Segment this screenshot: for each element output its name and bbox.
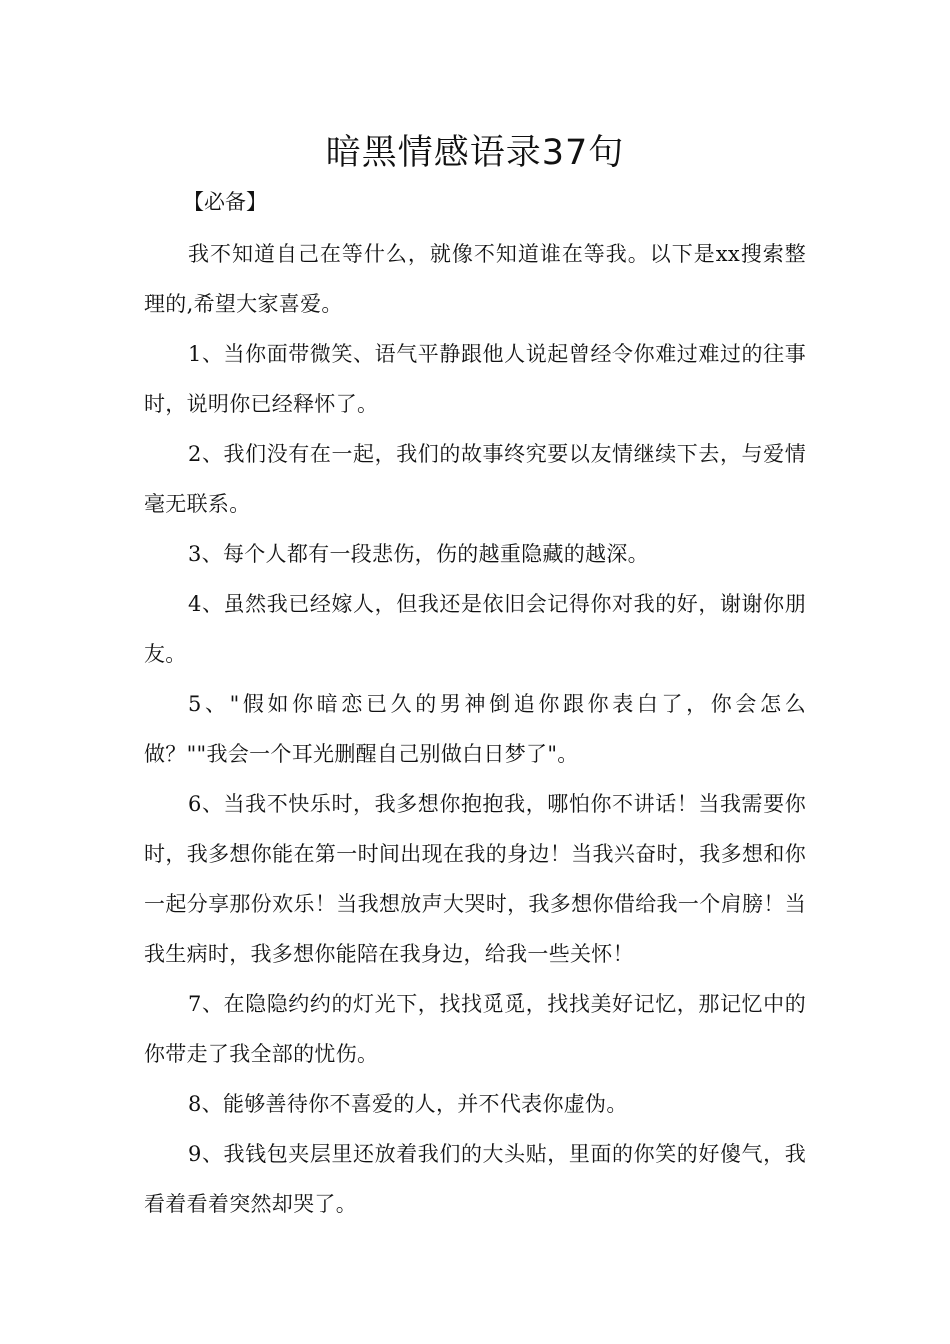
quote-paragraph-9: 9、我钱包夹层里还放着我们的大头贴，里面的你笑的好傻气，我看着看着突然却哭了。 xyxy=(144,1142,806,1216)
quote-paragraph-1: 1、当你面带微笑、语气平静跟他人说起曾经令你难过难过的往事时，说明你已经释怀了。 xyxy=(144,342,806,416)
quote-paragraph-8: 8、能够善待你不喜爱的人，并不代表你虚伪。 xyxy=(188,1092,628,1116)
quote-paragraph-6: 6、当我不快乐时，我多想你抱抱我，哪怕你不讲话！当我需要你时，我多想你能在第一时间出现在我的身边！当我兴奋时，我多想和你一起分享那份欢乐！当我想放声大哭时，我多想你借给我一个肩膀！当我生病时，我多想你能陪在我身边，给我一些关怀！ xyxy=(144,792,806,966)
quote-paragraph-2: 2、我们没有在一起，我们的故事终究要以友情继续下去，与爱情毫无联系。 xyxy=(144,442,806,516)
quote-paragraph-3: 3、每个人都有一段悲伤，伤的越重隐藏的越深。 xyxy=(188,542,649,566)
document-body xyxy=(144,229,806,1229)
intro-paragraph: 我不知道自己在等什么，就像不知道谁在等我。以下是xx搜索整理的,希望大家喜爱。 xyxy=(144,242,806,316)
document-subtitle: 【必备】 xyxy=(183,190,267,214)
quote-paragraph-4: 4、虽然我已经嫁人，但我还是依旧会记得你对我的好，谢谢你朋友。 xyxy=(144,592,806,666)
quote-paragraph-5: 5、"假如你暗恋已久的男神倒追你跟你表白了，你会怎么做？""我会一个耳光删醒自己别做白日梦了"。 xyxy=(144,692,806,766)
quote-paragraph-7: 7、在隐隐约约的灯光下，找找觅觅，找找美好记忆，那记忆中的你带走了我全部的忧伤。 xyxy=(144,992,806,1066)
document-title: 暗黑情感语录37句 xyxy=(325,133,625,173)
